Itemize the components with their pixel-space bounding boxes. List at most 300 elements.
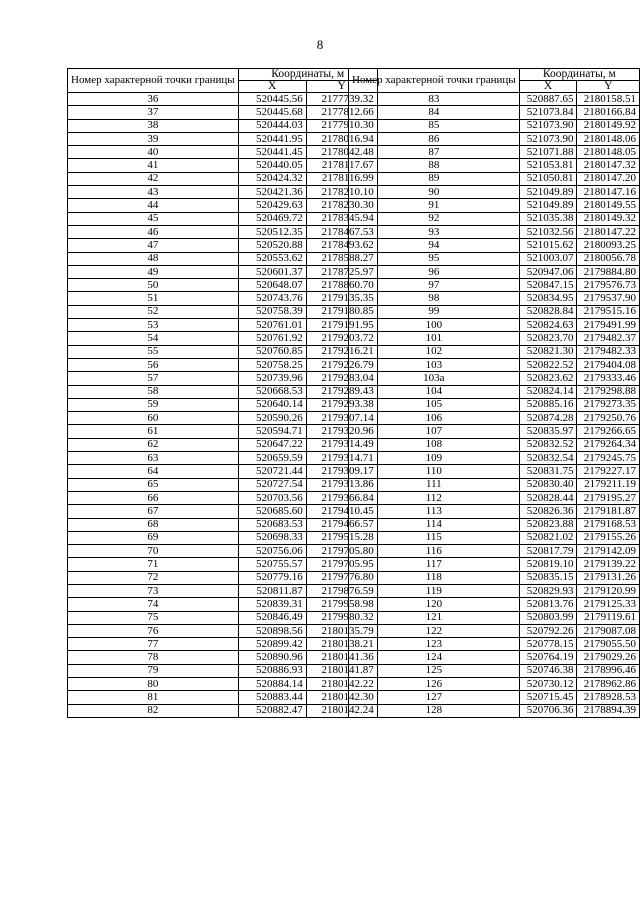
- x-coordinate-cell: 520887.65: [519, 93, 577, 106]
- point-number-cell: 56: [68, 358, 239, 371]
- point-number-cell: 55: [68, 345, 239, 358]
- point-number-cell: 106: [349, 412, 520, 425]
- table-row: [349, 611, 640, 624]
- y-coordinate-cell: 2178467.53: [306, 225, 377, 238]
- point-number-cell: 103а: [349, 372, 520, 385]
- point-number-cell: 104: [349, 385, 520, 398]
- x-coordinate-cell: 520832.52: [519, 438, 577, 451]
- table-row: [349, 319, 640, 332]
- x-coordinate-cell: 520601.37: [238, 265, 306, 278]
- y-coordinate-cell: 2179410.45: [306, 505, 377, 518]
- point-number-cell: 79: [68, 664, 239, 677]
- table-row: [68, 345, 378, 358]
- point-number-cell: 91: [349, 199, 520, 212]
- x-coordinate-cell: 520884.14: [238, 678, 306, 691]
- table-row: [68, 305, 378, 318]
- point-number-cell: 66: [68, 491, 239, 504]
- point-number-cell: 43: [68, 186, 239, 199]
- page-number: 8: [316, 37, 324, 52]
- point-number-cell: 49: [68, 265, 239, 278]
- y-coordinate-cell: 2178016.94: [306, 132, 377, 145]
- table-row: [349, 545, 640, 558]
- y-coordinate-cell: 2180148.05: [577, 146, 640, 159]
- table-row: [349, 93, 640, 106]
- table-row: [68, 678, 378, 691]
- table-row: [349, 624, 640, 637]
- point-number-cell: 38: [68, 119, 239, 132]
- point-number-cell: 72: [68, 571, 239, 584]
- table-row: [349, 279, 640, 292]
- table-row: [349, 584, 640, 597]
- x-coordinate-cell: 520819.10: [519, 558, 577, 571]
- table-row: [349, 119, 640, 132]
- x-coordinate-cell: 520421.36: [238, 186, 306, 199]
- y-coordinate-cell: 2179307.14: [306, 412, 377, 425]
- y-coordinate-cell: 2179705.95: [306, 558, 377, 571]
- x-coordinate-cell: 520730.12: [519, 678, 577, 691]
- y-coordinate-cell: 2179181.87: [577, 505, 640, 518]
- x-coordinate-cell: 520756.06: [238, 545, 306, 558]
- table-row: [349, 651, 640, 664]
- y-coordinate-cell: 2179314.71: [306, 452, 377, 465]
- point-number-cell: 77: [68, 638, 239, 651]
- y-coordinate-cell: 2179289.43: [306, 385, 377, 398]
- x-coordinate-cell: 520698.33: [238, 531, 306, 544]
- y-coordinate-cell: 2178230.30: [306, 199, 377, 212]
- y-coordinate-cell: 2179283.04: [306, 372, 377, 385]
- y-coordinate-cell: 2180147.22: [577, 225, 640, 238]
- x-coordinate-cell: 520835.15: [519, 571, 577, 584]
- y-coordinate-cell: 2179264.34: [577, 438, 640, 451]
- x-coordinate-cell: 520760.85: [238, 345, 306, 358]
- point-number-cell: 58: [68, 385, 239, 398]
- x-coordinate-cell: 520821.02: [519, 531, 577, 544]
- y-coordinate-cell: 2179216.21: [306, 345, 377, 358]
- table-row: [349, 398, 640, 411]
- x-coordinate-cell: 520441.95: [238, 132, 306, 145]
- table-row: [68, 385, 378, 398]
- y-coordinate-cell: 2179958.98: [306, 598, 377, 611]
- y-coordinate-cell: 2178117.67: [306, 159, 377, 172]
- point-number-cell: 113: [349, 505, 520, 518]
- y-coordinate-cell: 2180093.25: [577, 239, 640, 252]
- x-coordinate-cell: 521015.62: [519, 239, 577, 252]
- table-row: [349, 106, 640, 119]
- x-coordinate-cell: 520822.52: [519, 358, 577, 371]
- x-coordinate-cell: 520899.42: [238, 638, 306, 651]
- y-coordinate-cell: 2180138.21: [306, 638, 377, 651]
- point-number-cell: 101: [349, 332, 520, 345]
- table-row: [349, 372, 640, 385]
- point-number-cell: 114: [349, 518, 520, 531]
- point-number-cell: 110: [349, 465, 520, 478]
- table-row: [68, 505, 378, 518]
- table-row: [68, 638, 378, 651]
- y-coordinate-cell: 2179029.26: [577, 651, 640, 664]
- table-row: [349, 332, 640, 345]
- x-coordinate-cell: 520685.60: [238, 505, 306, 518]
- point-number-cell: 78: [68, 651, 239, 664]
- point-number-cell: 115: [349, 531, 520, 544]
- x-coordinate-cell: 520440.05: [238, 159, 306, 172]
- y-coordinate-cell: 2178996.46: [577, 664, 640, 677]
- y-coordinate-cell: 2179203.72: [306, 332, 377, 345]
- table-row: [349, 239, 640, 252]
- x-coordinate-cell: 520823.70: [519, 332, 577, 345]
- y-coordinate-cell: 2179293.38: [306, 398, 377, 411]
- x-coordinate-cell: 520831.75: [519, 465, 577, 478]
- y-coordinate-cell: 2180142.24: [306, 704, 377, 717]
- x-coordinate-cell: 520829.93: [519, 584, 577, 597]
- x-coordinate-cell: 520817.79: [519, 545, 577, 558]
- table-row: [349, 691, 640, 704]
- point-number-cell: 74: [68, 598, 239, 611]
- x-coordinate-cell: 520886.93: [238, 664, 306, 677]
- point-number-cell: 67: [68, 505, 239, 518]
- y-coordinate-cell: 2178860.70: [306, 279, 377, 292]
- table-row: [349, 558, 640, 571]
- table-row: [349, 518, 640, 531]
- point-number-cell: 128: [349, 704, 520, 717]
- table-row: [349, 265, 640, 278]
- x-coordinate-cell: 520826.36: [519, 505, 577, 518]
- table-row: [68, 438, 378, 451]
- x-coordinate-cell: 521073.84: [519, 106, 577, 119]
- table-row: [68, 239, 378, 252]
- y-coordinate-cell: 2180166.84: [577, 106, 640, 119]
- x-coordinate-cell: 520846.49: [238, 611, 306, 624]
- y-coordinate-cell: 2179466.57: [306, 518, 377, 531]
- table-row: [68, 319, 378, 332]
- x-coordinate-cell: 520835.97: [519, 425, 577, 438]
- point-number-cell: 93: [349, 225, 520, 238]
- table-row: [349, 664, 640, 677]
- x-coordinate-cell: 520813.76: [519, 598, 577, 611]
- point-number-cell: 54: [68, 332, 239, 345]
- table-row: [68, 332, 378, 345]
- point-number-cell: 53: [68, 319, 239, 332]
- table-row: [68, 199, 378, 212]
- y-coordinate-cell: 2179320.96: [306, 425, 377, 438]
- y-coordinate-cell: 2179131.26: [577, 571, 640, 584]
- x-coordinate-cell: 520778.15: [519, 638, 577, 651]
- point-number-cell: 51: [68, 292, 239, 305]
- point-number-cell: 57: [68, 372, 239, 385]
- y-coordinate-cell: 2179087.08: [577, 624, 640, 637]
- point-number-cell: 111: [349, 478, 520, 491]
- table-row: [349, 199, 640, 212]
- y-coordinate-cell: 2180147.16: [577, 186, 640, 199]
- x-coordinate-cell: 521073.90: [519, 119, 577, 132]
- point-number-cell: 50: [68, 279, 239, 292]
- y-coordinate-cell: 2178493.62: [306, 239, 377, 252]
- table-row: [68, 465, 378, 478]
- y-coordinate-cell: 2179705.80: [306, 545, 377, 558]
- table-row: [349, 172, 640, 185]
- table-row: [349, 212, 640, 225]
- y-coordinate-cell: 2179313.86: [306, 478, 377, 491]
- y-header: Y: [306, 81, 377, 93]
- point-number-cell: 60: [68, 412, 239, 425]
- table-row: [349, 638, 640, 651]
- point-number-cell: 36: [68, 93, 239, 106]
- point-number-cell: 124: [349, 651, 520, 664]
- point-number-cell: 64: [68, 465, 239, 478]
- table-row: [68, 159, 378, 172]
- y-coordinate-cell: 2179195.27: [577, 491, 640, 504]
- table-row: [349, 186, 640, 199]
- y-coordinate-cell: 2179168.53: [577, 518, 640, 531]
- table-row: [68, 212, 378, 225]
- point-number-cell: 80: [68, 678, 239, 691]
- point-number-cell: 88: [349, 159, 520, 172]
- point-number-cell: 48: [68, 252, 239, 265]
- point-number-cell: 63: [68, 452, 239, 465]
- x-coordinate-cell: 521035.38: [519, 212, 577, 225]
- y-coordinate-cell: 2179314.49: [306, 438, 377, 451]
- y-coordinate-cell: 2179404.08: [577, 358, 640, 371]
- point-number-cell: 120: [349, 598, 520, 611]
- x-coordinate-cell: 520839.31: [238, 598, 306, 611]
- table-row: [349, 159, 640, 172]
- point-number-cell: 121: [349, 611, 520, 624]
- x-coordinate-cell: 520441.45: [238, 146, 306, 159]
- table-row: [349, 505, 640, 518]
- coordinates-table-right: [348, 68, 640, 718]
- table-row: [68, 372, 378, 385]
- x-coordinate-cell: 520803.99: [519, 611, 577, 624]
- point-number-cell: 76: [68, 624, 239, 637]
- y-coordinate-cell: 2179515.16: [577, 305, 640, 318]
- x-coordinate-cell: 520823.62: [519, 372, 577, 385]
- table-row: [68, 624, 378, 637]
- table-row: [68, 172, 378, 185]
- point-number-cell: 100: [349, 319, 520, 332]
- point-number-cell: 109: [349, 452, 520, 465]
- x-coordinate-cell: 520445.68: [238, 106, 306, 119]
- y-coordinate-cell: 2179366.84: [306, 491, 377, 504]
- point-number-cell: 71: [68, 558, 239, 571]
- point-number-cell: 46: [68, 225, 239, 238]
- table-row: [349, 292, 640, 305]
- coordinates-header: Координаты, м: [519, 69, 639, 81]
- y-coordinate-cell: 2179515.28: [306, 531, 377, 544]
- x-coordinate-cell: 520739.96: [238, 372, 306, 385]
- x-coordinate-cell: 521003.07: [519, 252, 577, 265]
- x-coordinate-cell: 520824.14: [519, 385, 577, 398]
- x-coordinate-cell: 520883.44: [238, 691, 306, 704]
- point-number-cell: 86: [349, 132, 520, 145]
- y-coordinate-cell: 2178725.97: [306, 265, 377, 278]
- y-coordinate-cell: 2180056.78: [577, 252, 640, 265]
- x-coordinate-cell: 520659.59: [238, 452, 306, 465]
- x-coordinate-cell: 520874.28: [519, 412, 577, 425]
- point-number-cell: 89: [349, 172, 520, 185]
- y-coordinate-cell: 2178042.48: [306, 146, 377, 159]
- y-coordinate-cell: 2178210.10: [306, 186, 377, 199]
- table-row: [349, 452, 640, 465]
- point-number-cell: 69: [68, 531, 239, 544]
- x-coordinate-cell: 520640.14: [238, 398, 306, 411]
- table-row: [349, 345, 640, 358]
- x-coordinate-cell: 520792.26: [519, 624, 577, 637]
- x-coordinate-cell: 520648.07: [238, 279, 306, 292]
- x-coordinate-cell: 520647.22: [238, 438, 306, 451]
- table-row: [68, 584, 378, 597]
- y-coordinate-cell: 2180142.30: [306, 691, 377, 704]
- y-coordinate-cell: 2179135.35: [306, 292, 377, 305]
- y-coordinate-cell: 2179576.73: [577, 279, 640, 292]
- table-row: [349, 491, 640, 504]
- x-coordinate-cell: 520746.38: [519, 664, 577, 677]
- table-row: [68, 611, 378, 624]
- table-row: [349, 598, 640, 611]
- y-coordinate-cell: 2178116.99: [306, 172, 377, 185]
- y-coordinate-cell: 2179191.95: [306, 319, 377, 332]
- y-coordinate-cell: 2179491.99: [577, 319, 640, 332]
- point-number-cell: 117: [349, 558, 520, 571]
- y-coordinate-cell: 2179884.80: [577, 265, 640, 278]
- y-coordinate-cell: 2179980.32: [306, 611, 377, 624]
- table-row: [68, 571, 378, 584]
- table-row: [68, 93, 378, 106]
- point-number-cell: 107: [349, 425, 520, 438]
- x-coordinate-cell: 520755.57: [238, 558, 306, 571]
- x-coordinate-cell: 521073.90: [519, 132, 577, 145]
- y-coordinate-cell: 2179309.17: [306, 465, 377, 478]
- point-number-cell: 96: [349, 265, 520, 278]
- y-coordinate-cell: 2178962.86: [577, 678, 640, 691]
- y-coordinate-cell: 2179776.80: [306, 571, 377, 584]
- table-row: [349, 425, 640, 438]
- x-coordinate-cell: 520828.84: [519, 305, 577, 318]
- y-header: Y: [577, 81, 640, 93]
- point-number-cell: 62: [68, 438, 239, 451]
- point-number-cell: 118: [349, 571, 520, 584]
- table-row: [349, 478, 640, 491]
- x-coordinate-cell: 520821.30: [519, 345, 577, 358]
- x-coordinate-cell: 520758.39: [238, 305, 306, 318]
- x-coordinate-cell: 520444.03: [238, 119, 306, 132]
- table-row: [349, 252, 640, 265]
- point-number-cell: 84: [349, 106, 520, 119]
- point-number-cell: 59: [68, 398, 239, 411]
- x-coordinate-cell: 520947.06: [519, 265, 577, 278]
- table-row: [349, 385, 640, 398]
- y-coordinate-cell: 2179211.19: [577, 478, 640, 491]
- table-row: [68, 279, 378, 292]
- x-coordinate-cell: 520553.62: [238, 252, 306, 265]
- table-row: [68, 252, 378, 265]
- point-number-cell: 119: [349, 584, 520, 597]
- table-row: [68, 186, 378, 199]
- x-coordinate-cell: 520520.88: [238, 239, 306, 252]
- table-row: [68, 398, 378, 411]
- y-coordinate-cell: 2180148.06: [577, 132, 640, 145]
- y-coordinate-cell: 2179266.65: [577, 425, 640, 438]
- point-number-cell: 126: [349, 678, 520, 691]
- table-row: [68, 545, 378, 558]
- x-coordinate-cell: 520715.45: [519, 691, 577, 704]
- table-row: [68, 704, 378, 717]
- x-coordinate-cell: 520469.72: [238, 212, 306, 225]
- table-row: [349, 678, 640, 691]
- point-number-cell: 108: [349, 438, 520, 451]
- x-coordinate-cell: 520743.76: [238, 292, 306, 305]
- x-coordinate-cell: 520811.87: [238, 584, 306, 597]
- x-coordinate-cell: 520424.32: [238, 172, 306, 185]
- x-coordinate-cell: 520706.36: [519, 704, 577, 717]
- table-body-right: [349, 93, 640, 718]
- point-number-cell: 102: [349, 345, 520, 358]
- y-coordinate-cell: 2179142.09: [577, 545, 640, 558]
- x-coordinate-cell: 520882.47: [238, 704, 306, 717]
- point-number-cell: 99: [349, 305, 520, 318]
- y-coordinate-cell: 2177739.32: [306, 93, 377, 106]
- y-coordinate-cell: 2179250.76: [577, 412, 640, 425]
- point-number-cell: 92: [349, 212, 520, 225]
- table-row: [68, 425, 378, 438]
- x-coordinate-cell: 520721.44: [238, 465, 306, 478]
- point-number-cell: 123: [349, 638, 520, 651]
- point-number-cell: 127: [349, 691, 520, 704]
- y-coordinate-cell: 2180158.51: [577, 93, 640, 106]
- y-coordinate-cell: 2179537.90: [577, 292, 640, 305]
- x-header: X: [519, 81, 577, 93]
- x-coordinate-cell: 520594.71: [238, 425, 306, 438]
- x-coordinate-cell: 520779.16: [238, 571, 306, 584]
- table-row: [68, 106, 378, 119]
- table-row: [349, 146, 640, 159]
- y-coordinate-cell: 2180149.32: [577, 212, 640, 225]
- x-coordinate-cell: 520830.40: [519, 478, 577, 491]
- y-coordinate-cell: 2179180.85: [306, 305, 377, 318]
- y-coordinate-cell: 2180149.55: [577, 199, 640, 212]
- x-coordinate-cell: 520703.56: [238, 491, 306, 504]
- point-number-cell: 112: [349, 491, 520, 504]
- x-coordinate-cell: 521050.81: [519, 172, 577, 185]
- point-number-cell: 98: [349, 292, 520, 305]
- x-coordinate-cell: 520668.53: [238, 385, 306, 398]
- table-row: [68, 558, 378, 571]
- y-coordinate-cell: 2178928.53: [577, 691, 640, 704]
- y-coordinate-cell: 2180135.79: [306, 624, 377, 637]
- point-number-cell: 68: [68, 518, 239, 531]
- table-row: [349, 531, 640, 544]
- y-coordinate-cell: 2179155.26: [577, 531, 640, 544]
- y-coordinate-cell: 2179226.79: [306, 358, 377, 371]
- point-number-cell: 95: [349, 252, 520, 265]
- point-number-cell: 97: [349, 279, 520, 292]
- x-coordinate-cell: 520758.25: [238, 358, 306, 371]
- x-coordinate-cell: 520727.54: [238, 478, 306, 491]
- point-number-cell: 52: [68, 305, 239, 318]
- coordinates-header: Координаты, м: [238, 69, 377, 81]
- x-coordinate-cell: 520761.01: [238, 319, 306, 332]
- y-coordinate-cell: 2179273.35: [577, 398, 640, 411]
- x-coordinate-cell: 520512.35: [238, 225, 306, 238]
- y-coordinate-cell: 2179125.33: [577, 598, 640, 611]
- point-number-cell: 94: [349, 239, 520, 252]
- x-coordinate-cell: 520847.15: [519, 279, 577, 292]
- point-number-cell: 90: [349, 186, 520, 199]
- point-number-cell: 75: [68, 611, 239, 624]
- x-coordinate-cell: 520832.54: [519, 452, 577, 465]
- point-number-cell: 37: [68, 106, 239, 119]
- coordinates-table-left: [67, 68, 378, 718]
- table-row: [68, 119, 378, 132]
- x-coordinate-cell: 521053.81: [519, 159, 577, 172]
